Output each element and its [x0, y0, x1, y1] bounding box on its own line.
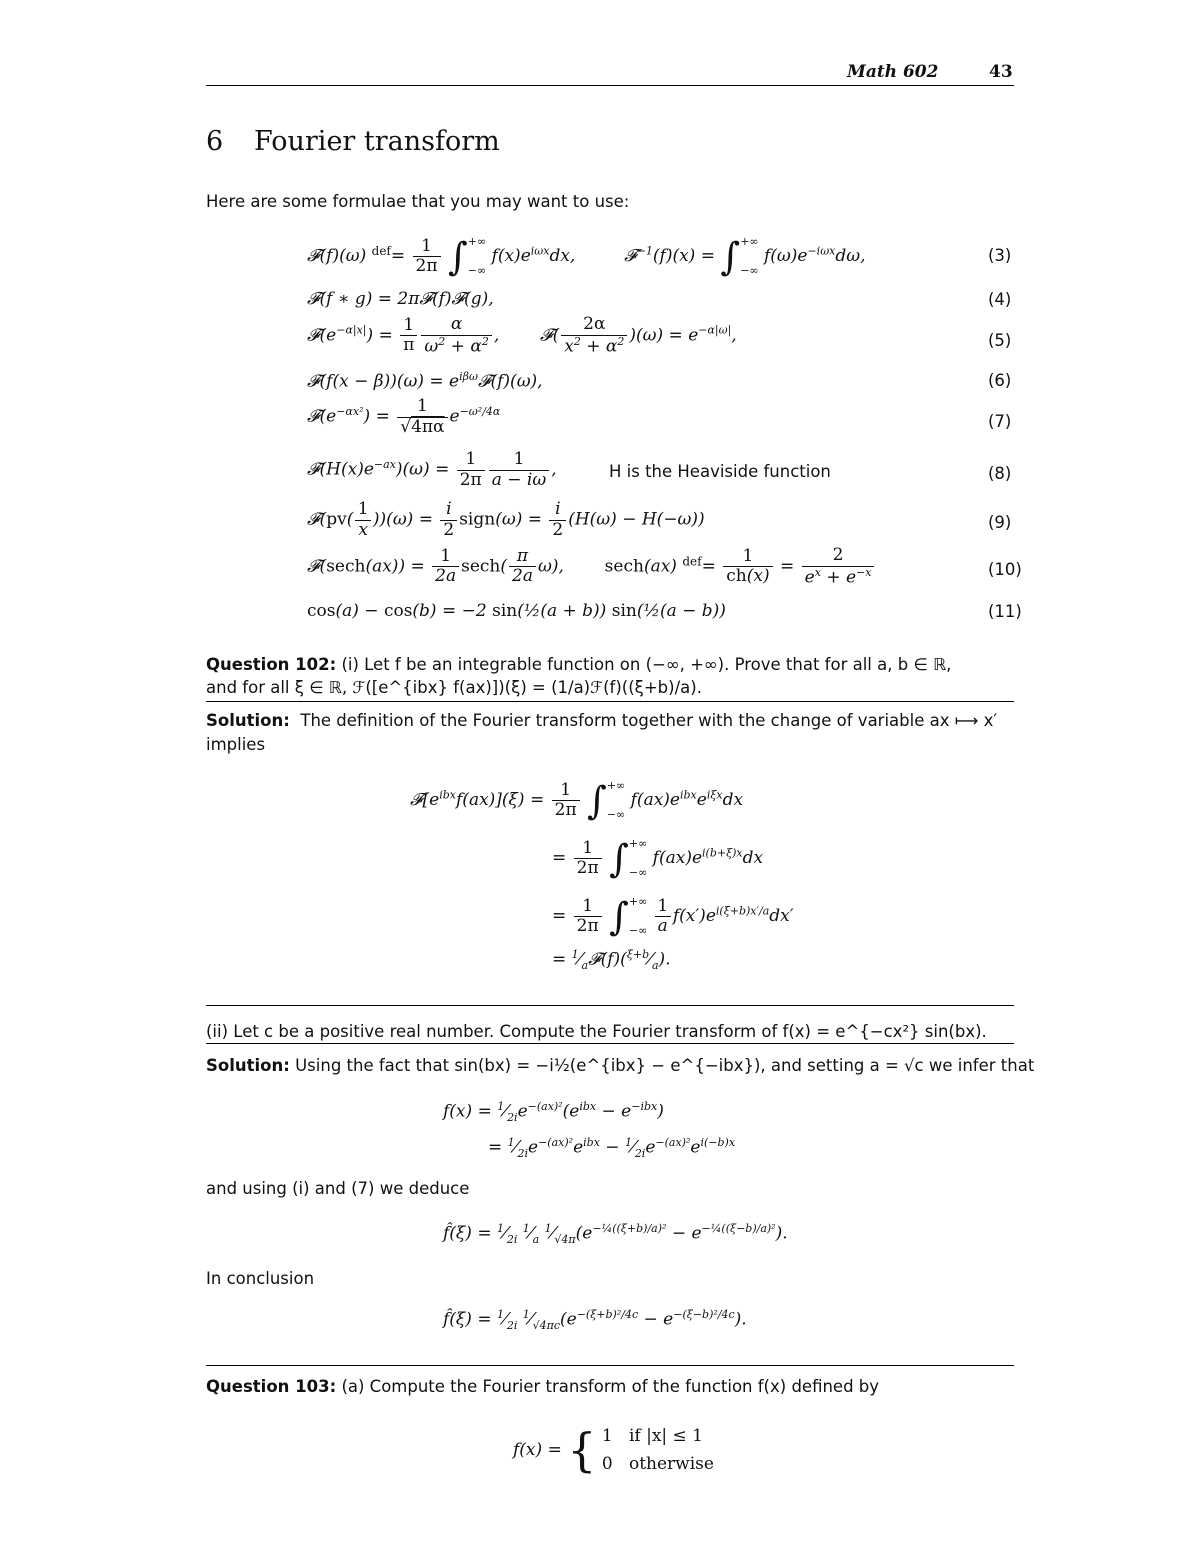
- eq-number-11: (11): [988, 602, 1022, 621]
- page-number: 43: [989, 62, 1013, 82]
- formula-7: $𝓕(e^{-\alpha x^2})$ = $\frac{1}{√4\pi\alpha}$ $e^{-\omega^2/4\alpha}$: [307, 396, 501, 437]
- question-102-part-ii: (ii) Let c be a positive real number. Compute the Fourier transform of f(x) = e^{−cx²} sin(bx).: [206, 1022, 987, 1041]
- section-title: [206, 126, 500, 157]
- case-1-condition: if |x| ≤ 1: [628, 1426, 703, 1446]
- formula-6: 𝓕(f(x − $\beta))(\omega) = e^{i\beta\omega}𝓕(f)(\omega)$,: [307, 370, 543, 392]
- question-102-line1: (i) Let f be an integrable function on (−∞, +∞). Prove that for all a, b ∈ ℝ,: [341, 655, 952, 674]
- piecewise-function: f(x) = { 1 if |x| ≤ 1 0 otherwise: [513, 1423, 714, 1478]
- derivation-line-1: $𝓕[e^{ibx}f(ax)](\xi)$ = $\frac{1}{2\pi}$ ∫+∞ −∞ $f(ax)e^{ibx}e^{i\xi x}dx$: [410, 778, 744, 823]
- eq-number-10: (10): [988, 560, 1022, 579]
- section-title-text: Fourier transform: [254, 126, 500, 157]
- result-line-1: f̂(ξ) = $^1⁄_{2i}$ $^1⁄_a$ $^1⁄_{√4\pi}(e^{-\frac{1}{4}((\xi+b)/a)^2} - e^{-\frac{1}{4}((\xi-b)/a)^2})$.: [443, 1222, 788, 1247]
- eq-number-6: (6): [988, 371, 1012, 390]
- case-2-condition: otherwise: [628, 1454, 714, 1475]
- eq-number-3: (3): [988, 246, 1012, 265]
- case-2: [602, 1454, 714, 1474]
- conclusion-text: In conclusion: [206, 1269, 315, 1288]
- question-102: [206, 655, 951, 674]
- eq-number-9: (9): [988, 513, 1012, 532]
- solution-label: Solution:: [206, 711, 290, 730]
- formula-10: 𝓕(sech(ax)) = $\frac{1}{2a}$ sech( $\frac{\pi}{2a}$ ω), sech(ax) $^{def}$= $\frac{1}{ch(x)}$ = $\frac{2}{e^x + e^{-x}}$: [307, 546, 876, 588]
- course-title: Math 602: [847, 62, 939, 82]
- expansion-line-1: $f(x) = ^1⁄_{2i}e^{-(ax)^2}(e^{ibx} - e^{-ibx})$: [443, 1100, 664, 1125]
- solution-text-2: implies: [206, 735, 266, 754]
- eq-number-5: (5): [988, 331, 1012, 350]
- intro-text: Here are some formulae that you may want to use:: [206, 192, 630, 211]
- divider: [206, 1365, 1014, 1366]
- solution-102-ii: [206, 1056, 1034, 1075]
- divider: [206, 1043, 1014, 1044]
- derivation-line-4: = $^1⁄_a𝓕(f)(^{\xi+b}⁄_a)$.: [552, 948, 671, 973]
- eq-number-7: (7): [988, 412, 1012, 431]
- formula-8: $𝓕(H(x)e^{-ax})(\omega)$ = $\frac{1}{2\pi}$ $\frac{1}{a - i\omega}$ ,: [307, 449, 563, 490]
- solution-label: Solution:: [206, 1056, 290, 1075]
- page-header: [206, 58, 1014, 86]
- divider: [206, 1005, 1014, 1006]
- eq-number-4: (4): [988, 290, 1012, 309]
- question-103-text: (a) Compute the Fourier transform of the function f(x) defined by: [341, 1377, 880, 1396]
- case-2-value: 0: [601, 1454, 613, 1475]
- solution-2-text: Using the fact that sin(bx) = −i½(e^{ibx} − e^{−ibx}), and setting a = √c we infer that: [295, 1056, 1035, 1075]
- formula-5: $𝓕(e^{-\alpha|x|})$ = $\frac{1}{\pi}$ $\frac{\alpha}{\omega^2 + \alpha^2}$ , 𝓕( $\frac{2\alpha}{x^2 + \alpha^2}$ )$(\omega) = e^{-\alpha|\omega|}$,: [307, 314, 737, 357]
- formula-9: 𝓕(pv( $\frac{1}{x}$ ))(ω) = $\frac{i}{2}$ sign(ω) = $\frac{i}{2}$ (H(ω) − H(−ω)): [307, 499, 705, 540]
- derivation-line-2: = $\frac{1}{2\pi}$ ∫+∞ −∞ $f(ax)e^{i(b+\xi)x}dx$: [552, 836, 764, 881]
- heaviside-note-text: H is the Heaviside function: [609, 462, 831, 481]
- section-number: 6: [206, 126, 224, 157]
- derivation-line-3: = $\frac{1}{2\pi}$ ∫+∞ −∞ $\frac{1}{a}$ $f(x')e^{i(\xi+b)x'/a}dx'$: [552, 894, 794, 939]
- question-103: [206, 1377, 879, 1396]
- formula-4: 𝓕(f ∗ g) = 2π𝓕(f)𝓕(g),: [307, 289, 494, 309]
- expansion-line-2: = $^1⁄_{2i}e^{-(ax)^2}e^{ibx}$ − $^1⁄_{2i}e^{-(ax)^2}e^{i(-b)x}$: [488, 1136, 736, 1161]
- formula-3: 𝓕(f)(ω) $^{def}$= $\frac{1}{2\pi}$ ∫+∞ −∞ $f(x)e^{i\omega x}dx$, 𝓕$^{-1}$(f)(x) = ∫+∞ −∞ $f(\omega)e^{-i\omega x}d\omega$,: [307, 234, 866, 279]
- solution-text: The definition of the Fourier transform together with the change of variable ax ⟼ x′: [300, 711, 998, 730]
- case-1-value: 1: [601, 1426, 613, 1446]
- eq-number-8: (8): [988, 464, 1012, 483]
- question-103-label: Question 103:: [206, 1377, 337, 1396]
- formula-11: cos(a) − cos(b) = −2 sin(½(a + b)) sin(½(a − b)): [307, 601, 726, 621]
- question-102-line2: and for all ξ ∈ ℝ, ℱ([e^{ibx} f(ax)])(ξ) = (1/a)ℱ(f)((ξ+b)/a).: [206, 678, 702, 697]
- using-text: and using (i) and (7) we deduce: [206, 1179, 470, 1198]
- question-102-label: Question 102:: [206, 655, 337, 674]
- solution-102: [206, 711, 997, 730]
- divider: [206, 701, 1014, 702]
- heaviside-note: [609, 462, 831, 482]
- final-result: f̂(ξ) = $^1⁄_{2i}$ $^1⁄_{√4\pi c}(e^{-(\xi+b)^2/4c} - e^{-(\xi-b)^2/4c})$.: [443, 1308, 747, 1333]
- case-1: [602, 1426, 703, 1446]
